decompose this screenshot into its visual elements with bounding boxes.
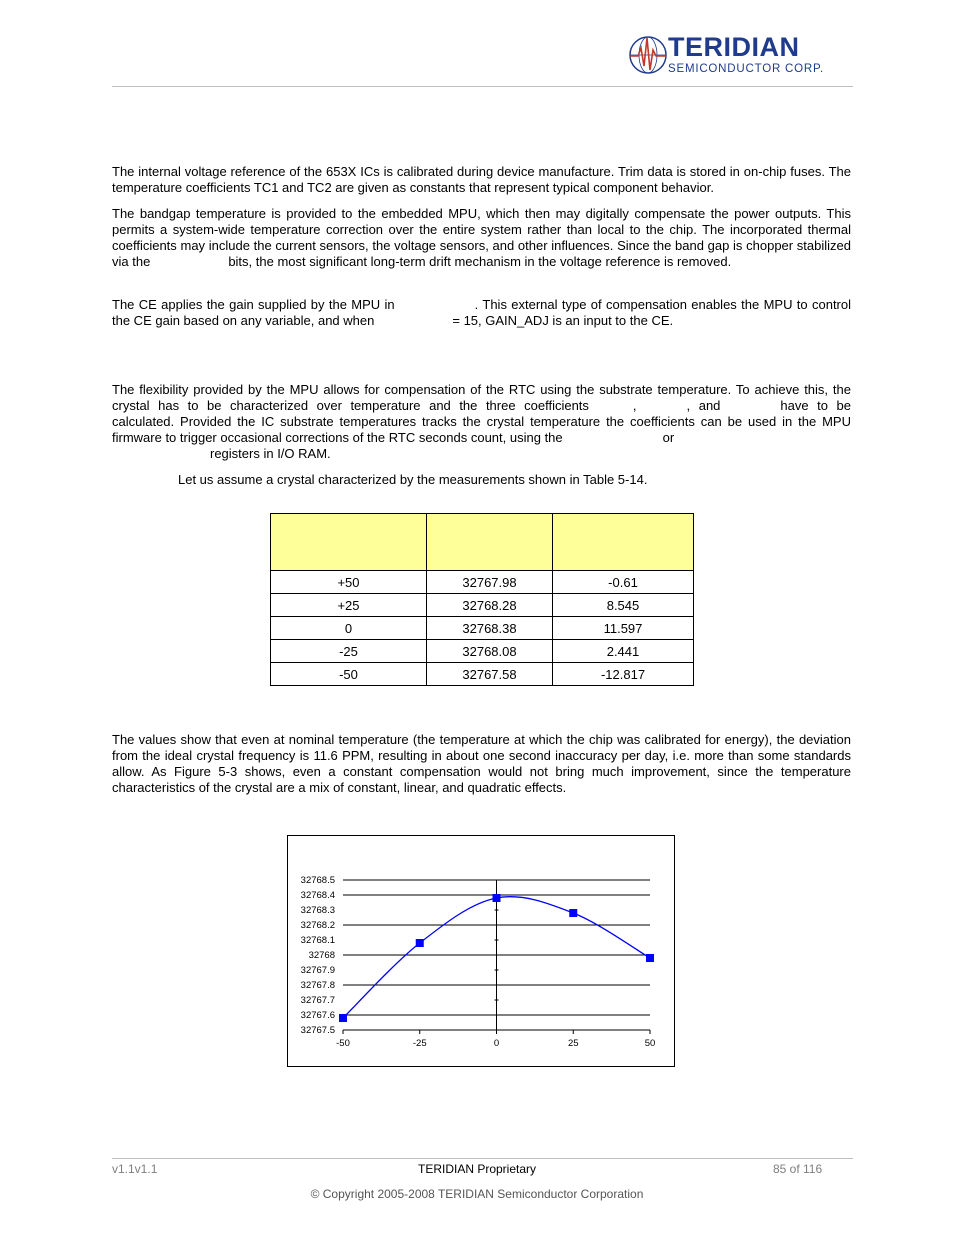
- chart-y-tick-label: 32768: [308, 950, 335, 961]
- chart-data-point: [339, 1014, 347, 1022]
- table-row: [271, 663, 694, 686]
- chart-y-tick-label: 32767.7: [300, 995, 335, 1006]
- paragraph-bandgap-part1: The bandgap temperature is provided to the embedded MPU, which then may digitally compensate the power outputs. This permits a system-wide temperature correction over the entire system rather than local to the chip. The incorporated thermal coefficients may include the current sensors, the voltage sensors, and other influences. Since the band gap is chopper stabilized via the: [112, 206, 851, 269]
- table-cell: +50: [271, 571, 427, 594]
- table-cell: 11.597: [553, 617, 694, 640]
- crystal-frequency-chart: [287, 835, 675, 1067]
- paragraph-table-intro: Let us assume a crystal characterized by the measurements shown in Table 5-14.: [178, 472, 648, 487]
- logo-globe-icon: [628, 34, 668, 78]
- table-header-cell: [271, 514, 427, 571]
- table-cell: -12.817: [553, 663, 694, 686]
- crystal-characterization-table: [270, 513, 694, 686]
- chart-x-tick-label: -50: [336, 1038, 350, 1049]
- table-header-cell: [553, 514, 694, 571]
- chart-y-tick-label: 32767.9: [300, 965, 335, 976]
- paragraph-rtc-compensation: [112, 382, 851, 462]
- table-cell: 32767.58: [427, 663, 553, 686]
- paragraph-ce-gain: [112, 297, 851, 329]
- paragraph-rtc-part4: have to be calculated. Provided the IC substrate temperatures tracks the crystal temperature the coefficients can be used in the MPU firmware to trigger occasional corrections of the RTC seconds count, using the: [112, 398, 851, 445]
- paragraph-bandgap: [112, 206, 851, 270]
- chart-y-tick-label: 32767.6: [300, 1010, 335, 1021]
- chart-x-tick-label: 25: [567, 1038, 579, 1049]
- footer-copyright: © Copyright 2005-2008 TERIDIAN Semiconductor Corporation: [310, 1187, 644, 1201]
- table-cell: 8.545: [553, 594, 694, 617]
- paragraph-ce-gain-part2: . This external type of compensation enables the MPU to control the CE gain based on any variable, and when: [112, 297, 852, 328]
- paragraph-rtc-part6: registers in I/O RAM.: [210, 446, 331, 461]
- table-cell: 32767.98: [427, 571, 553, 594]
- table-row: [271, 571, 694, 594]
- table-header-cell: [427, 514, 553, 571]
- paragraph-ce-gain-part1: The CE applies the gain supplied by the MPU in: [112, 297, 395, 312]
- chart-y-tick-label: 32768.2: [300, 920, 335, 931]
- chart-y-tick-label: 32768.3: [300, 905, 335, 916]
- paragraph-rtc-part3: , and: [686, 398, 721, 413]
- paragraph-ce-gain-part3: = 15, GAIN_ADJ is an input to the CE.: [452, 313, 674, 328]
- chart-y-tick-label: 32768.4: [300, 890, 335, 901]
- chart-data-point: [493, 894, 501, 902]
- paragraph-rtc-part1: The flexibility provided by the MPU allows for compensation of the RTC using the substrate temperature. To achieve this, the crystal has to be characterized over temperature and the three coefficients: [112, 382, 851, 413]
- footer-rule: [112, 1158, 853, 1159]
- footer-version: v1.1v1.1: [112, 1162, 158, 1176]
- teridian-logo: [628, 32, 833, 82]
- table-cell: 32768.38: [427, 617, 553, 640]
- paragraph-bandgap-part2: bits, the most significant long-term drift mechanism in the voltage reference is removed.: [228, 254, 732, 269]
- chart-data-point: [416, 939, 424, 947]
- chart-y-tick-label: 32767.8: [300, 980, 335, 991]
- table-cell: 2.441: [553, 640, 694, 663]
- chart-y-tick-label: 32768.1: [300, 935, 335, 946]
- footer-proprietary: TERIDIAN Proprietary: [417, 1162, 537, 1176]
- chart-y-tick-label: 32768.5: [300, 875, 335, 886]
- chart-x-tick-label: -25: [412, 1038, 427, 1049]
- chart-x-tick-label: 0: [493, 1038, 500, 1049]
- logo-subtitle: SEMICONDUCTOR CORP.: [668, 63, 824, 75]
- table-row: [271, 617, 694, 640]
- table-row: [271, 640, 694, 663]
- chart-data-point: [569, 909, 577, 917]
- logo-company-name: TERIDIAN: [668, 32, 800, 62]
- table-cell: -25: [271, 640, 427, 663]
- table-row: [271, 594, 694, 617]
- table-cell: 0: [271, 617, 427, 640]
- chart-x-tick-label: 50: [644, 1038, 656, 1049]
- table-cell: -0.61: [553, 571, 694, 594]
- paragraph-rtc-part5: or: [662, 430, 675, 445]
- chart-data-point: [646, 954, 654, 962]
- table-cell: +25: [271, 594, 427, 617]
- footer-page-number: 85 of 116: [773, 1162, 823, 1176]
- table-cell: -50: [271, 663, 427, 686]
- chart-y-tick-label: 32767.5: [300, 1025, 335, 1036]
- table-cell: 32768.28: [427, 594, 553, 617]
- header-rule: [112, 86, 853, 87]
- paragraph-deviation: The values show that even at nominal temperature (the temperature at which the chip was calibrated for energy), the deviation from the ideal crystal frequency is 11.6 PPM, resulting in about one second inaccuracy per day, i.e. more than some standards allow. As Figure 5-3 shows, even a constant compensation would not bring much improvement, since the temperature characteristics of the crystal are a mix of constant, linear, and quadratic effects.: [112, 732, 851, 795]
- chart-svg: [288, 836, 674, 1066]
- paragraph-rtc-part2: ,: [632, 398, 637, 413]
- table-cell: 32768.08: [427, 640, 553, 663]
- table-header-row: [271, 514, 694, 571]
- paragraph-voltage-reference: The internal voltage reference of the 653X ICs is calibrated during device manufacture. Trim data is stored in on-chip fuses. The temperature coefficients TC1 and TC2 are given as constants that represent typical component behavior.: [112, 164, 851, 195]
